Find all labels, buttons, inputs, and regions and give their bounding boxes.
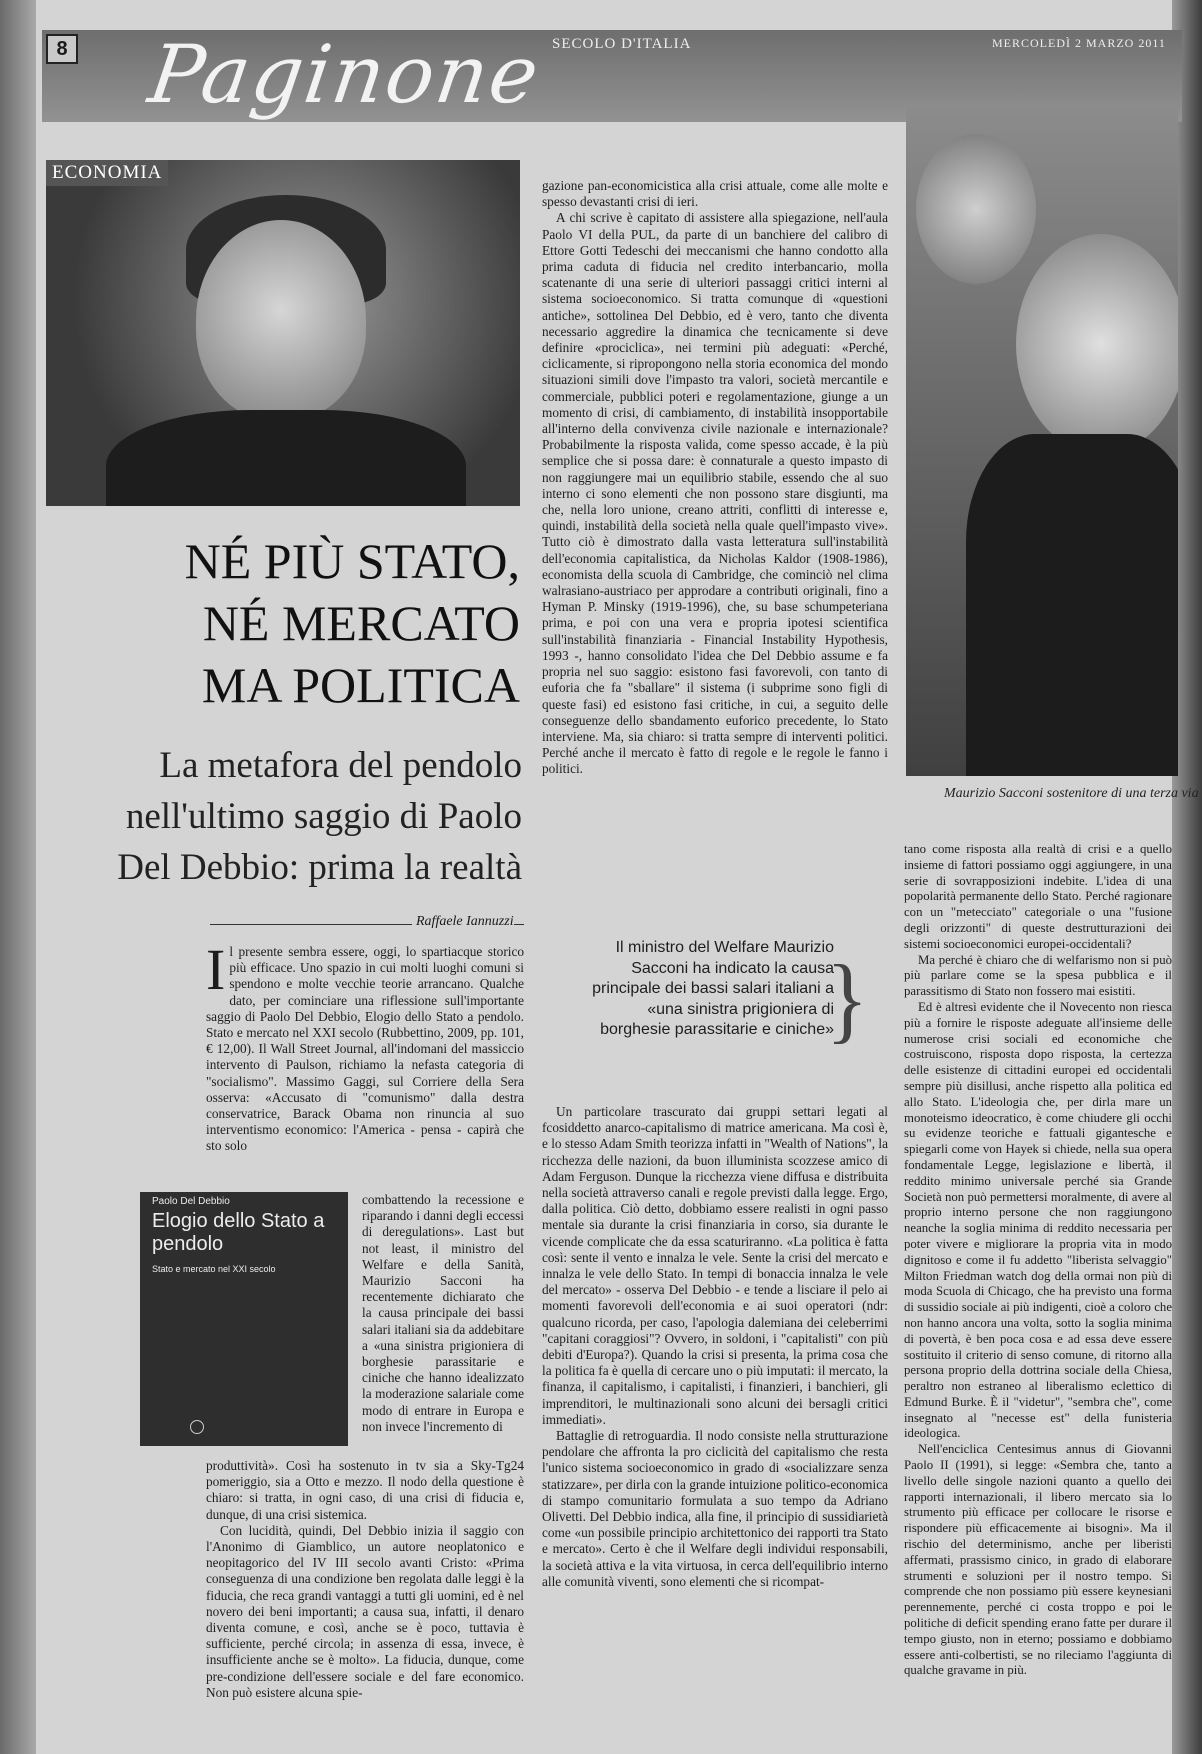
publisher-logo-icon — [190, 1420, 204, 1434]
article-title — [70, 530, 520, 716]
column-1-rest — [206, 1458, 524, 1724]
page-number: 8 — [46, 34, 78, 64]
author-photo — [46, 160, 520, 506]
section-title: Paginone — [143, 28, 546, 121]
section-kicker: ECONOMIA — [46, 160, 168, 186]
column-2-top — [542, 178, 888, 906]
column-1-rest-text: produttività». Così ha sostenuto in tv sia a Sky-Tg24 pomeriggio, sia a Otto e mezzo. Il nodo della questione è chiaro: si tratta, in ogni caso, di una crisi di fiducia e, dunque, di una crisi sistemica. — [206, 1458, 524, 1522]
book-subtitle: Stato e mercato nel XXI secolo — [152, 1264, 276, 1274]
left-page-edge — [0, 0, 36, 1754]
subtitle-line-2: nell'ultimo saggio di Paolo — [125, 796, 522, 837]
column-1-narrow-text: combattendo la recessione e riparando i danni degli eccessi di deregulations». Last but not least, il ministro del Welfare e della Sanità, Maurizio Sacconi ha recentemente dichiarato che la causa principale dei bassi salari italiani sia da addebitare a «una sinistra prigioniera di borghesie parassitarie e ciniche che hanno idealizzato la moderazione salariale come modo di entrare in Europa e non invece l'incremento di — [362, 1192, 524, 1434]
photo-person-main — [1016, 234, 1178, 454]
photo-body-shape — [106, 410, 466, 506]
book-title: Elogio dello Stato a pendolo — [152, 1210, 325, 1255]
column-3-paragraph-1: tano come risposta alla realtà di crisi e a quello insieme di fattori possiamo oggi aggiungere, in una serie di sovrapposizioni indebite. L'idea di una popolarità permanente dello Stato. Perché ragionare con un "metecciato" categoriale o una "fusione degli orizzonti" di queste destrutturazioni dei sistemi socioeconomici europei-occidentali? — [904, 842, 1172, 951]
title-line-3: MA POLITICA — [201, 657, 520, 713]
subtitle-line-1: La metafora del pendolo — [159, 745, 522, 786]
drop-cap: I — [206, 944, 226, 1002]
photo-person-bg — [916, 134, 1036, 284]
book-author: Paolo Del Debbio — [152, 1196, 230, 1207]
column-3-paragraph-4: Nell'enciclica Centesimus annus di Giovanni Paolo II (1991), si legge: «Sembra che, tanto a livello delle singole nazioni quanto a quello dei rapporti internazionali, il libero mercato sia lo strumento più efficace per collocare le risorse e rispondere più efficacemente ai bisogni». Ma il rischio del determinismo, anche per liberisti affermati, prassismo cinico, in grado di elaborare strumenti e soluzioni per il nostro tempo. Si comprende che non possiamo più essere keynesiani perennemente, perché ci costa troppo e poi le politiche di deficit spending erano fatte per durare il tempo giusto, non in eterno; possiamo e dobbiamo essere anti-colbertisti, se no rileciamo l'aggiunta di qualche gravame in più. — [904, 1442, 1172, 1678]
column-1-intro — [206, 944, 524, 1180]
title-line-2: NÉ MERCATO — [202, 595, 520, 651]
subtitle-line-3: Del Debbio: prima la realtà — [117, 847, 522, 888]
pull-quote-brace: } — [826, 946, 869, 1053]
column-2-paragraph-3: Un particolare trascurato dai gruppi settari legati al fcosiddetto anarco-capitalismo di matrice americana. Ma così è, e lo stesso Adam Smith teorizza infatti in "Wealth of Nations", la ricchezza delle nazioni, da buon illuminista scozzese amico di Adam Ferguson. Dunque la ricchezza viene diffusa e distribuita nella società attraverso canali e regole previsti dalla legge. Ergo, dalla politica. Ciò detto, dobbiamo essere realisti in ogni passo mentale sia durante la crisi finanziaria in corso, sia durante le vicende complicate che da essa scaturiranno. «La politica è fatta così: sente il vento e innalza le vele. Sente la crisi del mercato e innalza le vele dello Stato. In tempi di bonaccia innalza le vele del mercato» - osserva Del Debbio - e tende a lisciare il pelo ai momenti favorevoli dell'economia e ai suoi operatori (ndr: qualcuno ricorda, per caso, l'apologia dalemiana dei celeberrimi "capitani coraggiosi"? Ovvero, in soldoni, i "capitalisti" con più debiti d'Europa?). Quando la crisi si presenta, la prima cosa che la politica fa è quella di cercare uno o più imputati: il mercato, la finanza, il capitalismo, i capitalisti, i finanzieri, i banchieri, gli imprenditori, le multinazionali sono alcuni dei bersagli critici immediati». — [542, 1104, 888, 1427]
column-1-narrow — [362, 1192, 524, 1452]
column-3 — [904, 842, 1172, 1726]
article-subtitle — [60, 740, 522, 893]
book-cover — [140, 1192, 348, 1446]
sacconi-photo — [906, 104, 1178, 776]
photo-suit-shape — [966, 434, 1178, 776]
photo-face-shape — [196, 220, 366, 420]
column-2-paragraph-4: Battaglie di retroguardia. Il nodo consiste nella strutturazione pendolare che affronta la pro ciclicità del capitalismo che resta l'unico sistema socioeconomico in grado di «socializzare senza statizzare», per dirla con la grande intuizione politico-economica di stampo comunitario formulata a suo tempo da Adriano Olivetti. Del Debbio indica, alla fine, il principio di sussidiarietà come «un possibile principio architettonico dei rapporti tra Stato e mercato». Certo è che il Welfare degli individui responsabili, la società attiva e la vita virtuosa, in cerca dell'equilibrio interno alle comunità viventi, sono elementi che si ricompat- — [542, 1428, 888, 1589]
title-line-1: NÉ PIÙ STATO, — [184, 533, 520, 589]
paper-name: SECOLO D'ITALIA — [552, 36, 692, 52]
column-2-paragraph-1: gazione pan-economicistica alla crisi attuale, come alle molte e spesso devastanti crisi di ieri. — [542, 178, 888, 210]
column-2-paragraph-2: A chi scrive è capitato di assistere alla spiegazione, nell'aula Paolo VI della PUL, da parte di un banchiere del calibro di Ettore Gotti Tedeschi dei meccanismi che hanno condotto alla prima caduta di fiducia nel credito interbancario, molla scatenante di una serie di ulteriori passaggi critici interni al sistema socioeconomico. Si tratta comunque di «questioni antiche», sottolinea Del Debbio, ed è vero, tanto che diventa necessario aggredire la dinamica che tecnicamente si deve definire «prociclica», nei termini più adeguati: «Perché, ciclicamente, si ripropongono nella storia economica del mondo situazioni simili dove l'impasto tra valori, società mercantile e commerciale, pubblici poteri e regolamentazione, giunge a un momento di crisi, di cambiamento, di instabilità insopportabile all'interno della convivenza civile nazionale e internazionale? Probabilmente la risposta valida, come spesso accade, è la più semplice che si possa dare: è connaturale a questo impasto di non raggiungere mai un equilibrio stabile, essendo che al suo interno ci sono elementi che non possono stare disgiunti, ma che, nella loro unione, creano attriti, conflitti di interesse e, quindi, instabilità della società nella quale quell'impasto vive». Tutto ciò è dimostrato dalla vasta letteratura sull'instabilità dell'economia capitalistica, da Nicholas Kaldor (1908-1986), economista della scuola di Cambridge, che cominciò nel clima walrasiano-austriaco per approdare a contributi originali, fino a Hyman P. Minsky (1919-1996), che, su base schumpeteriana prima, e poi con una vera e propria ipotesi scientifica sull'instabilità finanziaria - Financial Instability Hypothesis, 1993 -, hanno consolidato l'idea che Del Debbio assume e fa propria nel suo saggio: esistono fasi favorevoli, con tanto di euforia che fa "sballare" il sistema (i subprime sono figli di queste fasi) ed esistono fasi critiche, in cui, a seguito delle conseguenze dello sbandamento euforico precedente, lo Stato interviene. Ma, sia chiaro: si tratta sempre di interventi politici. Perché anche il mercato è fatto di regole e le regole le fanno i politici. — [542, 210, 888, 777]
issue-date: MERCOLEDÌ 2 MARZO 2011 — [992, 36, 1166, 50]
byline-author: Raffaele Iannuzzi — [412, 914, 514, 930]
column-3-paragraph-3: Ed è altresì evidente che il Novecento non riesca più a fornire le risposte adeguate all'insieme delle numerose crisi sociali ed economiche che costruiscono, risposta dopo risposta, la certezza delle esistenze di cittadini europei ed occidentali sempre più disillusi, anche rispetto alla politica ed allo Stato. L'ideologia che, per dirla mare un monoteismo ideocratico, è come chiudere gli occhi su evidenze teoriche e fattuali gigantesche e spiegarli come von Hayek si chiede, nella sua opera fondamentale Legge, legislazione e libertà, il reddito minimo universale perché sia Grande Società non può permettersi moralmente, di avere al proprio interno persone che non raggiungono neanche la soglia minima di reddito necessaria per poter vivere e migliorare la propria vita in modo dignitoso e come il fu addetto "liberista selvaggio" Milton Friedman watch dog della ormai non più di moda Scuola di Chicago, che ha previsto una forma di sussidio sociale ai più indigenti, cioè a coloro che non hanno ancora una volta, sotto la soglia minima di povertà, è ben poca cosa e ad essa deve essere sostituito il criterio di senso comune, di ritorno alla persona proprio della dottrina sociale della Chiesa, peraltro non estraneo al liberalismo eclettico di Edmund Burke. È il "videtur", "sembra che", come insegnato al "necesse est" della funisteria ideologica. — [904, 999, 1172, 1441]
column-1-paragraph-2: Con lucidità, quindi, Del Debbio inizia il saggio con l'Anonimo di Giamblico, un autore neoplatonico e neopitagorico del IV III secolo avanti Cristo: «Prima conseguenza di una condizione ben regolata dalle leggi è la fiducia, che reca grandi vantaggi a tutti gli uomini, ed è nel novero dei beni importanti; a causa sua, infatti, il denaro diventa comune, e così, anche se è poco, tuttavia è sufficiente, perché circola; in assenza di essa, invece, è insufficiente anche se è molto». La fiducia, dunque, come pre-condizione dell'essere sociale e del fare economico. Non può esistere alcuna spie- — [206, 1522, 524, 1700]
pull-quote: Il ministro del Welfare Maurizio Sacconi ha indicato la causa principale dei bassi salari italiani a «una sinistra prigioniera di borghesie parassitarie e ciniche» — [592, 939, 834, 1038]
column-3-paragraph-2: Ma perché è chiaro che di welfarismo non si può più parlare come se la spesa pubblica e il parassitismo di Stato non fossero mai esistiti. — [904, 952, 1172, 999]
column-2-bottom — [542, 1104, 888, 1726]
photo-caption: Maurizio Sacconi sostenitore di una terza via — [944, 786, 1199, 801]
column-1-intro-text: l presente sembra essere, oggi, lo spartiacque storico più efficace. Uno spazio in cui molti luoghi comuni si spendono e molte vecchie teorie arrancano. Qualche dato, per cominciare una riflessione sull'importante saggio di Paolo Del Debbio, Elogio dello Stato a pendolo. Stato e mercato nel XXI secolo (Rubbettino, 2009, pp. 101, € 12,00). Il Wall Street Journal, all'indomani del massiccio intervento di Paulson, richiamo la nefasta categoria di "socialismo". Massimo Gaggi, sul Corriere della Sera osserva: «Accusato di "comunismo" dalla destra conservatrice, Barack Obama non rinuncia al suo interventismo economico: l'America - pensa - capirà che sto solo — [206, 944, 524, 1154]
